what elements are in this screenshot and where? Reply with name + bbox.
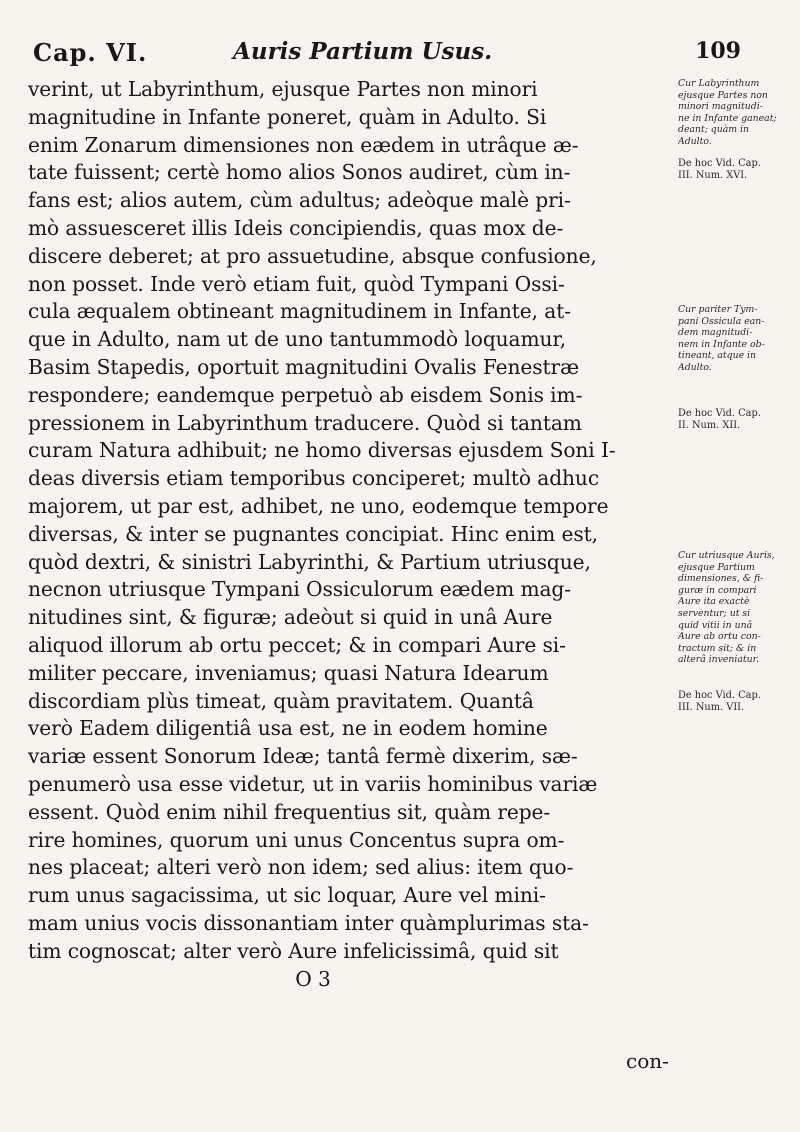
- text-line: majorem, ut par est, adhibet, ne uno, eodemque tempore: [28, 493, 609, 518]
- catchword: con-: [626, 1049, 669, 1073]
- text-line: que in Adulto, nam ut de uno tantummodò loquamur,: [28, 327, 567, 352]
- text-line: mò assuesceret illis Ideis concipiendis, quas mox de-: [28, 215, 564, 240]
- running-title: Auris Partium Usus.: [233, 38, 493, 65]
- text-line: militer peccare, inveniamus; quasi Natura Idearum: [28, 660, 549, 685]
- margin-note-crossref-2: De hoc Vid. Cap. II. Num. XII.: [678, 408, 761, 431]
- text-line: quòd dextri, & sinistri Labyrinthi, & Partium utriusque,: [28, 549, 591, 574]
- margin-note-crossref-1: De hoc Vid. Cap. III. Num. XVI.: [678, 158, 761, 181]
- text-line: fans est; alios autem, cùm adultus; adeòque malè pri-: [28, 188, 571, 213]
- text-line: rum unus sagacissima, ut sic loquar, Aure vel mini-: [28, 883, 546, 908]
- text-line: necnon utriusque Tympani Ossiculorum eædem mag-: [28, 577, 571, 602]
- text-line: pressionem in Labyrinthum traducere. Quòd si tantam: [28, 410, 582, 435]
- text-line: penumerò usa esse videtur, ut in variis hominibus variæ: [28, 771, 598, 796]
- text-line: curam Natura adhibuit; ne homo diversas ejusdem Soni I-: [28, 438, 616, 463]
- text-line: non posset. Inde verò etiam fuit, quòd Tympani Ossi-: [28, 271, 565, 296]
- text-line: mam unius vocis dissonantiam inter quàmplurimas sta-: [28, 910, 589, 935]
- text-line: aliquod illorum ab ortu peccet; & in compari Aure si-: [28, 632, 566, 657]
- margin-note-crossref-3: De hoc Vid. Cap. III. Num. VII.: [678, 690, 761, 713]
- text-line: Basim Stapedis, oportuit magnitudini Ovalis Fenestræ: [28, 354, 579, 379]
- running-head: [33, 38, 741, 72]
- text-line: discordiam plùs timeat, quàm pravitatem. Quantâ: [28, 688, 534, 713]
- signature-mark: O 3: [295, 966, 331, 991]
- text-line: discere deberet; at pro assuetudine, absque confusione,: [28, 243, 597, 268]
- text-line: diversas, & inter se pugnantes concipiat. Hinc enim est,: [28, 521, 598, 546]
- text-line: nitudines sint, & figuræ; adeòut si quid in unâ Aure: [28, 605, 553, 630]
- text-line: deas diversis etiam temporibus conciperet; multò adhuc: [28, 466, 600, 491]
- margin-note-labyrinth: Cur Labyrinthum ejusque Partes non minori magnitudi- ne in Infante ganeat; deant; quàm in Adulto.: [678, 78, 777, 147]
- text-line: tim cognoscat; alter verò Aure infelicissimâ, quid sit: [28, 938, 559, 963]
- chapter-heading: Cap. VI.: [33, 38, 148, 67]
- text-line: verint, ut Labyrinthum, ejusque Partes non minori: [28, 77, 538, 101]
- text-line: verò Eadem diligentiâ usa est, ne in eodem homine: [28, 716, 548, 741]
- text-line: respondere; eandemque perpetuò ab eisdem Sonis im-: [28, 382, 583, 407]
- text-line: variæ essent Sonorum Ideæ; tantâ fermè dixerim, sæ-: [28, 744, 578, 769]
- text-line: magnitudine in Infante poneret, quàm in Adulto. Si: [28, 104, 547, 129]
- margin-note-auris: Cur utriusque Auris, ejusque Partium dimensiones, & fi- guræ in compari Aure ita exactè serventur; ut si quid vitii in unâ Aure ab ortu con- tractum sit; & in alterâ inveniatur.: [678, 550, 775, 666]
- text-line: nes placeat; alteri verò non idem; sed alius: item quo-: [28, 855, 574, 880]
- margin-note-ossicula: Cur pariter Tym- pani Ossicula ean- dem magnitudi- nem in Infante ob- tineant, atque in Adulto.: [678, 304, 765, 373]
- main-text-block: [28, 76, 678, 993]
- text-line: cula æqualem obtineant magnitudinem in Infante, at-: [28, 299, 571, 324]
- page-number: 109: [695, 38, 741, 64]
- text-line: rire homines, quorum uni unus Concentus supra om-: [28, 827, 565, 852]
- text-line: essent. Quòd enim nihil frequentius sit, quàm repe-: [28, 799, 551, 824]
- text-line: tate fuissent; certè homo alios Sonos audiret, cùm in-: [28, 160, 571, 185]
- text-line: enim Zonarum dimensiones non eædem in utrâque æ-: [28, 132, 579, 157]
- signature-line: [28, 966, 678, 994]
